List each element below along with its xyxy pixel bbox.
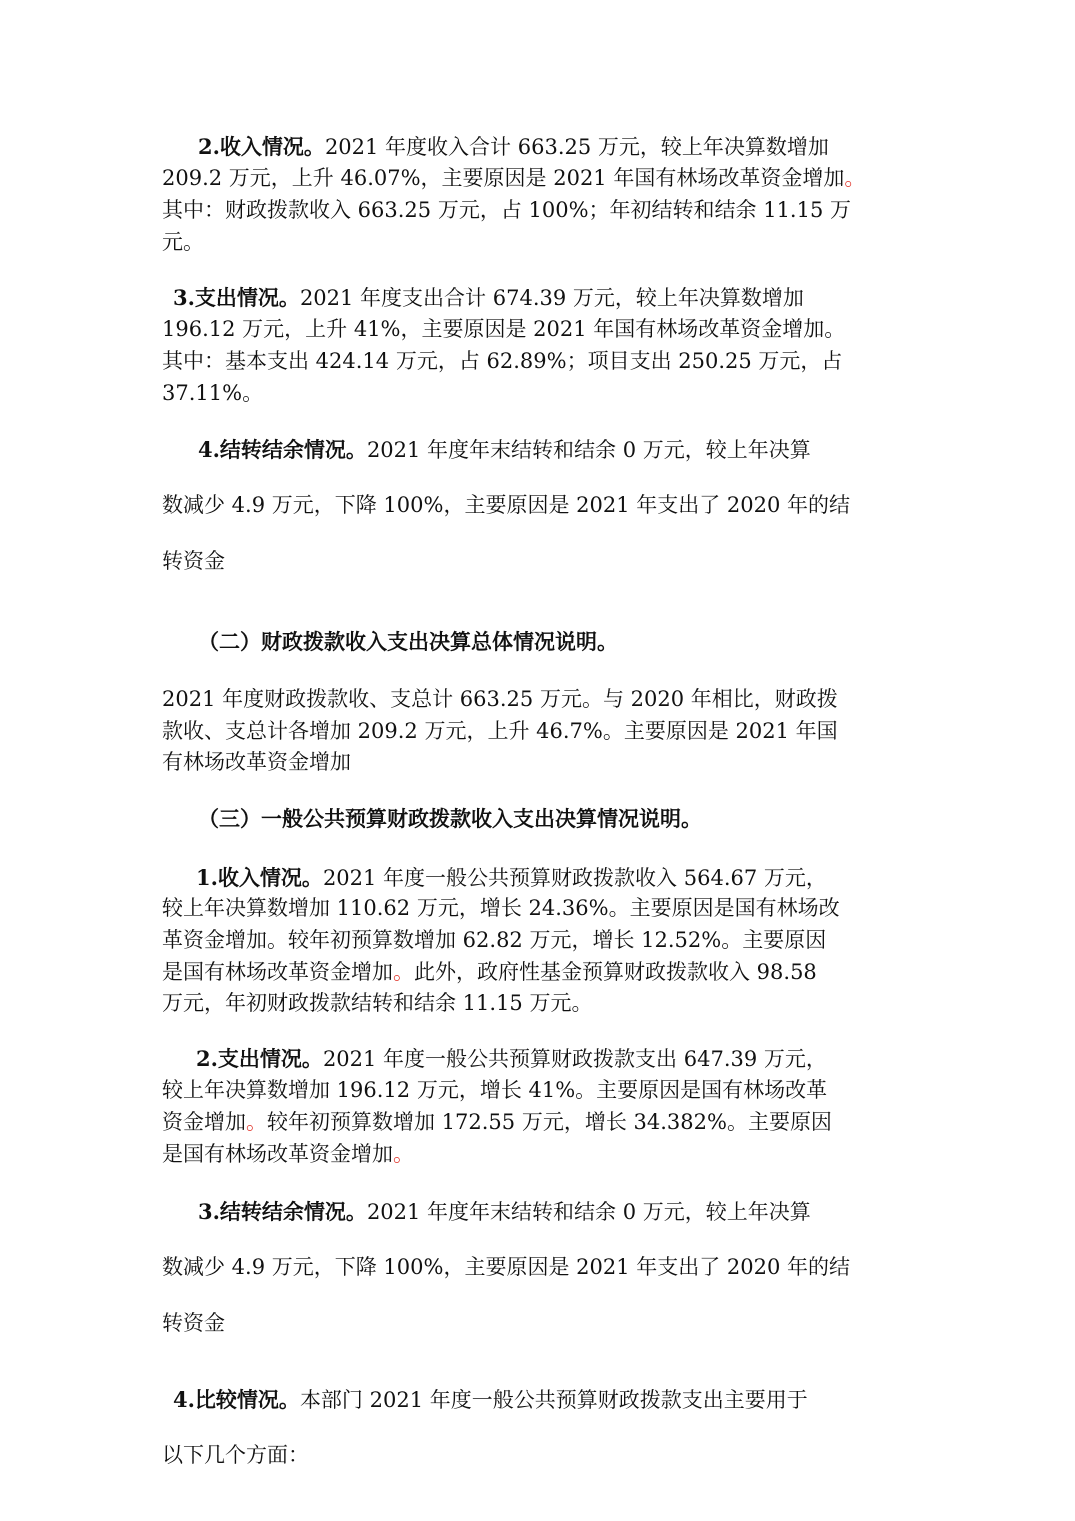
income-line-4: 元。 <box>162 230 204 254</box>
s3-income-line-2: 较上年决算数增加 110.62 万元，增长 24.36%。主要原因是国有林场改 <box>162 896 840 920</box>
expense-heading: 3.支出情况。 <box>173 285 300 310</box>
s3-income-text-4b: 此外，政府性基金预算财政拨款收入 98.58 <box>414 960 817 984</box>
expense-text-1: 2021 年度支出合计 674.39 万元，较上年决算数增加 <box>299 286 804 310</box>
red-period-mark: 。 <box>393 960 414 984</box>
s3-carryover-text-1: 2021 年度年末结转和结余 0 万元，较上年决算 <box>366 1200 811 1224</box>
s3-income-heading: 1.收入情况。 <box>196 865 323 890</box>
section-3-heading: （三）一般公共预算财政拨款收入支出决算情况说明。 <box>198 806 702 831</box>
s3-compare-line-1 <box>173 1384 933 1416</box>
section-2-line-3: 有林场改革资金增加 <box>162 750 351 774</box>
s3-income-line-4 <box>162 957 922 988</box>
red-period-mark: 。 <box>246 1110 267 1134</box>
income-line-2 <box>162 163 922 194</box>
expense-line-4: 37.11%。 <box>162 381 264 405</box>
s3-carryover-line-3: 转资金 <box>162 1311 225 1335</box>
carryover-line-3: 转资金 <box>162 549 225 573</box>
s3-income-line-5: 万元，年初财政拨款结转和结余 11.15 万元。 <box>162 991 593 1015</box>
expense-line-3: 其中：基本支出 424.14 万元，占 62.89%；项目支出 250.25 万元，占 <box>162 349 843 373</box>
carryover-line-2: 数减少 4.9 万元，下降 100%，主要原因是 2021 年支出了 2020 年的结 <box>162 493 851 517</box>
carryover-heading: 4.结转结余情况。 <box>198 437 367 462</box>
s3-carryover-line-2: 数减少 4.9 万元，下降 100%，主要原因是 2021 年支出了 2020 年的结 <box>162 1255 851 1279</box>
s3-expense-line-1 <box>196 1043 956 1075</box>
s3-compare-text-1: 本部门 2021 年度一般公共预算财政拨款支出主要用于 <box>299 1388 808 1412</box>
red-period-mark: 。 <box>393 1142 414 1166</box>
expense-line-2: 196.12 万元，上升 41%，主要原因是 2021 年国有林场改革资金增加。 <box>162 317 846 341</box>
s3-expense-heading: 2.支出情况。 <box>196 1046 323 1071</box>
s3-expense-line-3 <box>162 1107 922 1138</box>
expense-line-1 <box>173 282 933 314</box>
section-2-line-2: 款收、支总计各增加 209.2 万元，上升 46.7%。主要原因是 2021 年国 <box>162 719 838 743</box>
income-line-3: 其中：财政拨款收入 663.25 万元，占 100%；年初结转和结余 11.15 万 <box>162 198 852 222</box>
section-2-line-1: 2021 年度财政拨款收、支总计 663.25 万元。与 2020 年相比，财政拨 <box>162 687 838 711</box>
s3-income-text-1: 2021 年度一般公共预算财政拨款收入 564.67 万元， <box>322 866 827 890</box>
red-period-mark: 。 <box>844 166 866 190</box>
s3-expense-line-2: 较上年决算数增加 196.12 万元，增长 41%。主要原因是国有林场改革 <box>162 1078 828 1102</box>
income-text-1: 2021 年度收入合计 663.25 万元，较上年决算数增加 <box>324 135 829 159</box>
income-heading: 2.收入情况。 <box>198 134 325 159</box>
s3-income-text-4a: 是国有林场改革资金增加 <box>162 960 393 984</box>
section-2-heading: （二）财政拨款收入支出决算总体情况说明。 <box>198 629 618 654</box>
s3-carryover-heading: 3.结转结余情况。 <box>198 1199 367 1224</box>
carryover-line-1 <box>198 434 958 466</box>
s3-expense-line-4 <box>162 1139 922 1170</box>
income-line-1 <box>198 131 958 163</box>
s3-income-line-3: 革资金增加。较年初预算数增加 62.82 万元，增长 12.52%。主要原因 <box>162 928 827 952</box>
s3-compare-line-2: 以下几个方面： <box>162 1443 309 1467</box>
s3-expense-text-4a: 是国有林场改革资金增加 <box>162 1142 393 1166</box>
income-text-2: 209.2 万元，上升 46.07%，主要原因是 2021 年国有林场改革资金增加 <box>162 166 845 190</box>
s3-compare-heading: 4.比较情况。 <box>173 1387 300 1412</box>
s3-expense-text-3a: 资金增加 <box>162 1110 246 1134</box>
s3-carryover-line-1 <box>198 1196 958 1228</box>
s3-income-line-1 <box>196 862 956 894</box>
carryover-text-1: 2021 年度年末结转和结余 0 万元，较上年决算 <box>366 438 811 462</box>
s3-expense-text-3b: 较年初预算数增加 172.55 万元，增长 34.382%。主要原因 <box>267 1110 832 1134</box>
s3-expense-text-1: 2021 年度一般公共预算财政拨款支出 647.39 万元， <box>322 1047 827 1071</box>
